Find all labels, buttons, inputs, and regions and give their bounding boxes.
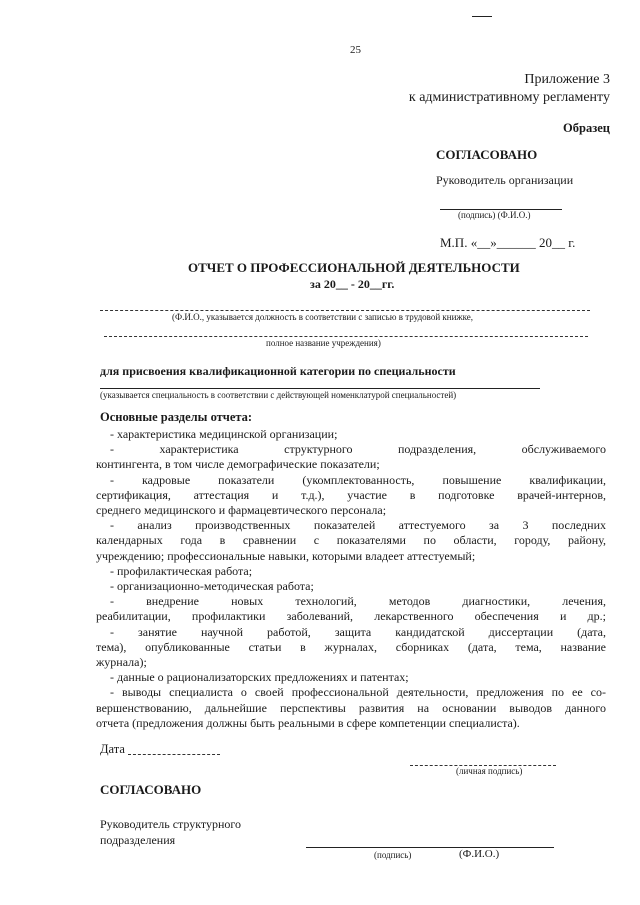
personal-sign-caption: (личная подпись) (456, 766, 523, 776)
appendix-line-2: к административному регламенту (408, 90, 610, 105)
specialty-caption: (указывается специальность в соответствии с действующей номенклатурой специальностей) (100, 390, 457, 400)
bottom-sign-line (306, 847, 554, 848)
section-item: - внедрение новых технологий, методов диагностики, лечения, (110, 594, 606, 609)
fio-line (100, 310, 590, 311)
org-caption: полное название учреждения) (266, 338, 381, 348)
specialty-line (100, 388, 540, 389)
bottom-approval-title: СОГЛАСОВАНО (100, 782, 202, 797)
section-item: - организационно-методическая работа; (110, 579, 314, 594)
section-item: - характеристика структурного подразделения, обслуживаемого (110, 442, 606, 457)
top-approval-role: Руководитель организации (436, 173, 574, 187)
section-item: - занятие научной работой, защита кандидатской диссертации (дата, (110, 624, 606, 639)
section-item: - анализ производственных показателей аттестуемого за 3 последних (110, 518, 606, 533)
section-item: контингента, в том числе демографические показатели; (96, 457, 380, 472)
top-approval-title: СОГЛАСОВАНО (436, 147, 538, 162)
section-item: реабилитации, профилактики заболеваний, лекарственного обеспечения и др.; (96, 609, 606, 624)
top-rule (472, 16, 492, 17)
section-item: журнала); (96, 655, 147, 670)
page-number: 25 (350, 44, 361, 56)
section-item: среднего медицинского и фармацевтического персонала; (96, 503, 387, 518)
appendix-line-1: Приложение 3 (524, 72, 610, 87)
mp-date: М.П. «__»______ 20__ г. (440, 235, 576, 250)
section-item: тема), опубликованные статьи в журналах, сборниках (дата, тема, название (96, 639, 606, 654)
bottom-sign-caption: (подпись) (374, 850, 412, 860)
sections-list (96, 427, 606, 731)
org-line (104, 336, 588, 337)
section-item: - характеристика медицинской организации; (110, 427, 338, 441)
date-line (128, 754, 220, 755)
section-item: - профилактическая работа; (110, 563, 253, 578)
section-item: - выводы специалиста о своей профессиональной деятельности, предложения по ее со- (110, 685, 606, 700)
fio-caption: (Ф.И.О., указывается должность в соответствии с записью в трудовой книжке, (172, 312, 474, 322)
section-item: - кадровые показатели (укомплектованность, повышение квалификации, (110, 472, 606, 487)
sample-label: Образец (563, 121, 610, 135)
section-item: отчета (предложения должны быть реальными в сфере компетенции специалиста). (96, 715, 520, 730)
purpose-text: для присвоения квалификационной категории по специальности (100, 364, 456, 378)
section-item: сертификация, аттестация и т.д.), участие в подготовке врачей-интернов, (96, 487, 606, 502)
report-title: ОТЧЕТ О ПРОФЕССИОНАЛЬНОЙ ДЕЯТЕЛЬНОСТИ (188, 260, 520, 275)
bottom-approval-role-2: подразделения (100, 833, 176, 847)
section-item: - данные о рационализаторских предложениях и патентах; (110, 670, 409, 685)
section-item: календарных года в сравнении с показателями по области, городу, району, (96, 533, 606, 548)
sections-heading: Основные разделы отчета: (100, 410, 253, 424)
report-period: за 20__ - 20__гг. (310, 277, 395, 291)
bottom-approval-role-1: Руководитель структурного (100, 817, 242, 831)
bottom-fio-caption: (Ф.И.О.) (459, 848, 500, 860)
top-sign-caption: (подпись) (Ф.И.О.) (458, 210, 531, 220)
section-item: вершенствованию, дальнейшие перспективы развития на основании выводов данного (96, 700, 606, 715)
date-label: Дата (100, 742, 125, 756)
section-item: учреждению; профессиональные навыки, которыми владеет аттестуемый; (96, 548, 476, 563)
